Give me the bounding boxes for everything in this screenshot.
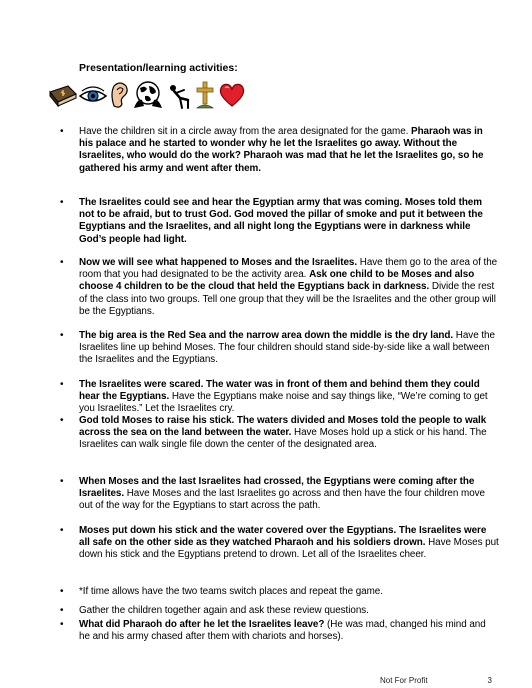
ear-icon bbox=[108, 80, 130, 110]
eye-icon bbox=[78, 86, 108, 106]
list-item bbox=[79, 586, 499, 598]
item-bold-text: Now we will see what happened to Moses and the Israelites. bbox=[79, 257, 358, 268]
item-text: *If time allows have the two teams switch places and repeat the game. bbox=[79, 586, 383, 597]
item-text: Have them go to the area of the room that you had designated to be the activity area. bbox=[79, 257, 498, 281]
item-bold-text: The Israelites were scared. The water was in front of them and behind them they could hear the Egyptians. bbox=[79, 379, 480, 403]
bullet-marker: • bbox=[60, 197, 64, 208]
bullet-marker: • bbox=[60, 476, 64, 487]
list-item bbox=[79, 126, 499, 175]
praying-figure-icon bbox=[166, 82, 192, 110]
item-bold-text: God told Moses to raise his stick. The waters divided and Moses told the people to walk across the sea on the land between the water. bbox=[79, 415, 487, 439]
cross-icon bbox=[194, 80, 216, 110]
bullet-marker: • bbox=[60, 525, 64, 536]
item-text: Gather the children together again and ask these review questions. bbox=[79, 605, 369, 616]
bullet-marker: • bbox=[60, 126, 64, 137]
globe-hands-icon bbox=[132, 80, 164, 110]
item-bold-text: The Israelites could see and hear the Egyptian army that was coming. Moses told them not to be afraid, but to trust God. God moved the pillar of smoke and put it between the Egyptians and the Israelites, and all night long the Egyptians were in darkness while God’s people had light. bbox=[79, 197, 483, 245]
list-item bbox=[79, 330, 499, 367]
item-text: Divide the rest of the class into two groups. Tell one group that they will be the Israelites and the other group will be the Egyptians. bbox=[79, 281, 496, 317]
list-item bbox=[79, 476, 499, 513]
item-bold-text: What did Pharaoh do after he let the Israelites leave? bbox=[79, 619, 325, 630]
item-text: Have Moses hold up a stick or his hand. The Israelites can walk single file down the center of the designated area. bbox=[79, 427, 487, 451]
heart-icon bbox=[218, 82, 246, 108]
activity-icons-row bbox=[48, 78, 248, 112]
bullet-marker: • bbox=[60, 586, 64, 597]
page-footer bbox=[380, 676, 492, 686]
item-bold-text: The big area is the Red Sea and the narrow area down the middle is the dry land. bbox=[79, 330, 454, 341]
footer-text: Not For Profit bbox=[380, 676, 428, 685]
item-text: Have the Israelites line up behind Moses. The four children should stand side-by-side like a wall between the Israelites and the Egyptians. bbox=[79, 330, 495, 366]
item-bold-text: Moses put down his stick and the water covered over the Egyptians. The Israelites were all safe on the other side as they watched Pharaoh and his soldiers drown. bbox=[79, 525, 487, 549]
item-text: Have Moses and the last Israelites go across and then have the four children move out of the way for the Egyptians to start across the path. bbox=[79, 488, 485, 512]
list-item bbox=[79, 525, 499, 562]
page-number: 3 bbox=[487, 676, 492, 685]
item-text: Have the children sit in a circle away from the area designated for the game. bbox=[79, 126, 412, 137]
bible-icon bbox=[48, 84, 78, 108]
item-bold-text: When Moses and the last Israelites had crossed, the Egyptians were coming after the Israelites. bbox=[79, 476, 475, 500]
bullet-marker: • bbox=[60, 415, 64, 426]
bullet-marker: • bbox=[60, 619, 64, 630]
item-bold-text: Pharaoh was in his palace and he started to wonder why he let the Israelites go away. Without the Israelites, who would do the work? Pharaoh was mad that he let the Israelites go, so he gathered his army and went after them. bbox=[79, 126, 484, 174]
list-item bbox=[79, 379, 499, 416]
bullet-marker: • bbox=[60, 379, 64, 390]
item-bold-text: Ask one child to be Moses and also choose 4 children to be the cloud that held the Egyptians back in darkness. bbox=[79, 269, 475, 293]
item-text: (He was mad, changed his mind and he and his army chased after them with chariots and horses). bbox=[79, 619, 486, 643]
bullet-marker: • bbox=[60, 605, 64, 616]
item-text: Have the Egyptians make noise and say things like, “We’re coming to get you Israelites.” Let the Israelites cry. bbox=[79, 391, 488, 415]
item-text: Have Moses put down his stick and the Egyptians pretend to drown. Let all of the Israelites cheer. bbox=[79, 537, 499, 561]
list-item bbox=[79, 415, 499, 452]
list-item bbox=[79, 605, 499, 617]
list-item bbox=[79, 257, 499, 318]
bullet-marker: • bbox=[60, 330, 64, 341]
list-item bbox=[79, 619, 499, 643]
list-item bbox=[79, 197, 499, 246]
section-heading: Presentation/learning activities: bbox=[79, 62, 238, 74]
bullet-marker: • bbox=[60, 257, 64, 268]
